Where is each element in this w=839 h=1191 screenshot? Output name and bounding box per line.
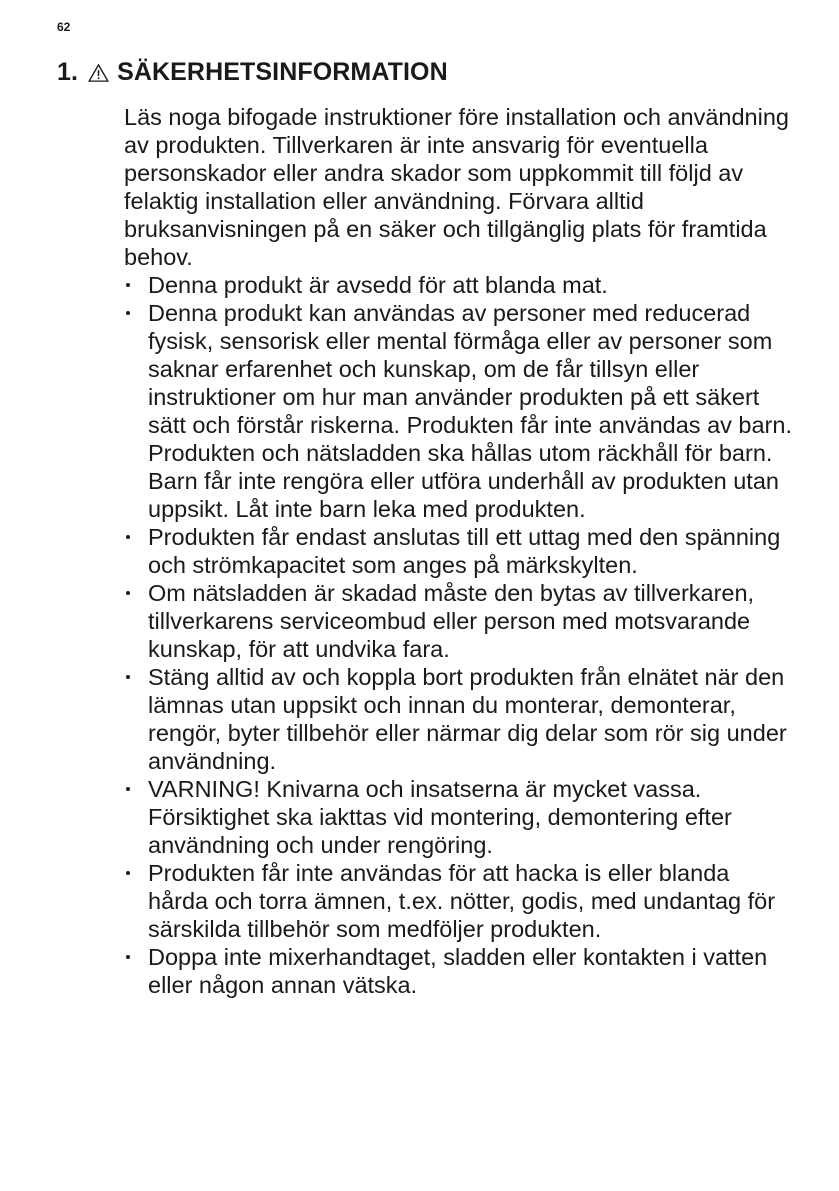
list-item-text: Denna produkt är avsedd för att blanda mat. <box>148 272 608 298</box>
section-number: 1. <box>57 58 79 86</box>
bullet-icon <box>126 283 130 287</box>
bullet-icon <box>126 871 130 875</box>
list-item-text: VARNING! Knivarna och insatserna är mycket vassa. Försiktighet ska iakttas vid montering, demontering efter användning och under rengöring. <box>148 776 732 858</box>
bullet-icon <box>126 955 130 959</box>
list-item <box>124 663 794 775</box>
list-item-text: Om nätsladden är skadad måste den bytas av tillverkaren, tillverkarens serviceombud eller person med motsvarande kunskap, för att undvika fara. <box>148 580 755 662</box>
list-item <box>124 579 794 663</box>
list-item <box>124 943 794 999</box>
intro-paragraph: Läs noga bifogade instruktioner före installation och användning av produkten. Tillverkaren är inte ansvarig för eventuella personskador eller andra skador som uppkommit till följd av felaktig installation eller användning. Förvara alltid bruksanvisningen på en säker och tillgänglig plats för framtida behov. <box>124 104 789 270</box>
section-title: SÄKERHETSINFORMATION <box>117 58 448 86</box>
list-item-text: Produkten får endast anslutas till ett uttag med den spänning och strömkapacitet som anges på märkskylten. <box>148 524 781 578</box>
bullet-icon <box>126 535 130 539</box>
bullet-icon <box>126 591 130 595</box>
safety-list <box>124 271 794 999</box>
list-item <box>124 775 794 859</box>
bullet-icon <box>126 787 130 791</box>
section-heading <box>57 58 448 87</box>
list-item-text: Denna produkt kan användas av personer med reducerad fysisk, sensorisk eller mental förmåga eller av personer som saknar erfarenhet och kunskap, om de får tillsyn eller instruktioner om hur man använder produkten på ett säkert sätt och förstår riskerna. Produkten får inte användas av barn. Produkten och nätsladden ska hållas utom räckhåll för barn. Barn får inte rengöra eller utföra underhåll av produkten utan uppsikt. Låt inte barn leka med produkten. <box>148 300 792 522</box>
list-item-text: Doppa inte mixerhandtaget, sladden eller kontakten i vatten eller någon annan vätska. <box>148 944 768 998</box>
list-item <box>124 859 794 943</box>
list-item-text: Produkten får inte användas för att hacka is eller blanda hårda och torra ämnen, t.ex. nötter, godis, med undantag för särskilda tillbehör som medföljer produkten. <box>148 860 776 942</box>
section-body <box>124 103 794 999</box>
list-item <box>124 271 794 299</box>
bullet-icon <box>126 675 130 679</box>
page-number: 62 <box>57 20 71 34</box>
list-item <box>124 299 794 523</box>
list-item-text: Stäng alltid av och koppla bort produkten från elnätet när den lämnas utan uppsikt och innan du monterar, demonterar, rengör, byter tillbehör eller närmar dig delar som rör sig under användning. <box>148 664 787 774</box>
warning-triangle-icon <box>88 63 109 83</box>
list-item <box>124 523 794 579</box>
bullet-icon <box>126 311 130 315</box>
